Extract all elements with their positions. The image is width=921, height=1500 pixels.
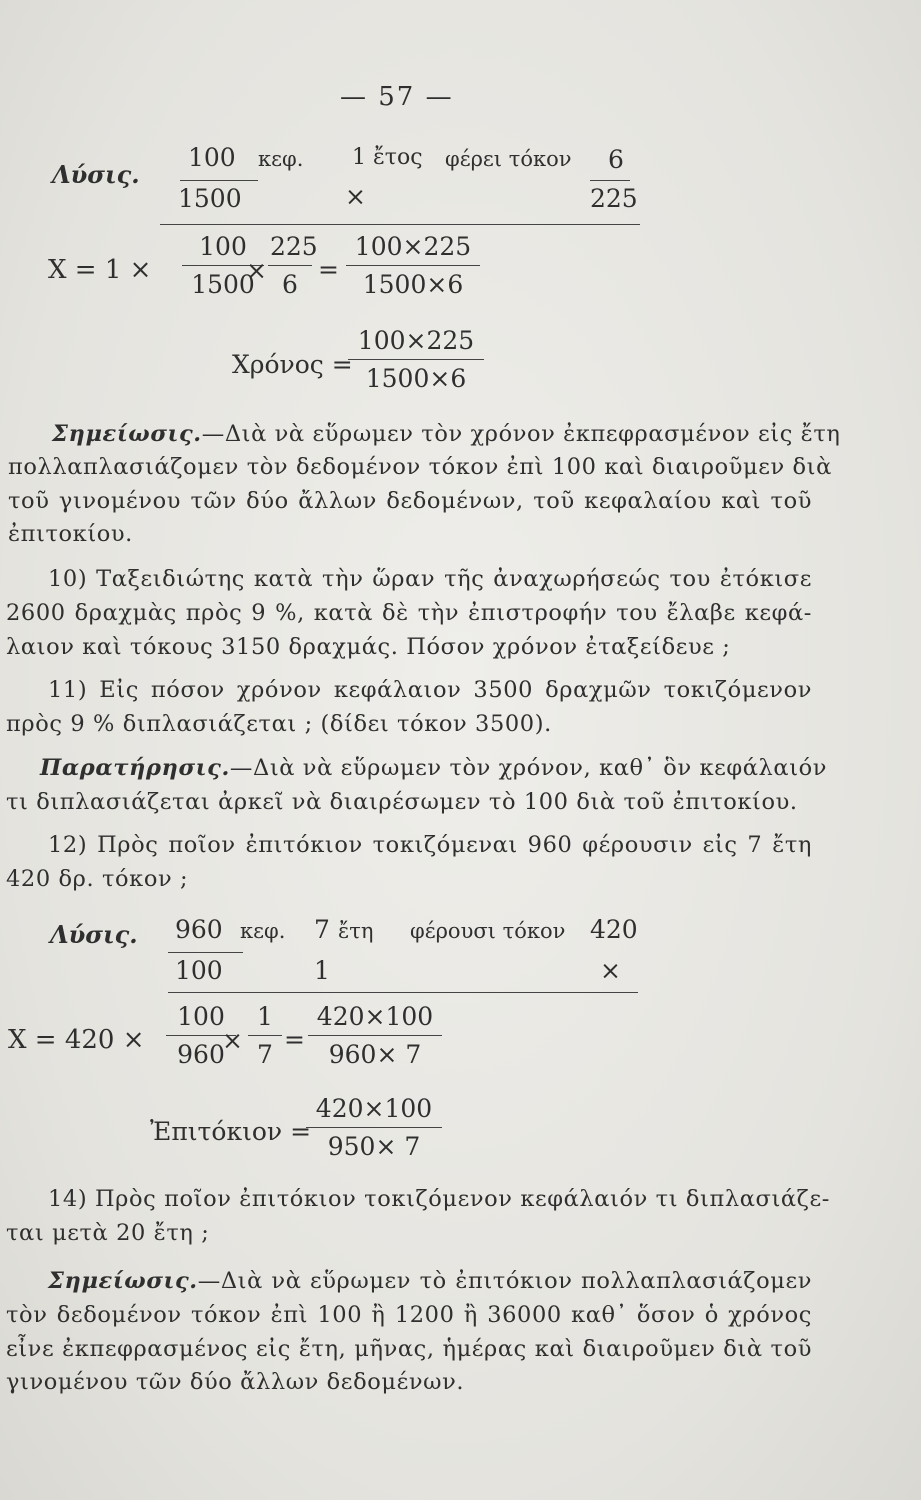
s1-r1-interest: 6: [608, 145, 624, 174]
s2-r2-years: 1: [314, 956, 330, 985]
p14-line-1: ται μετὰ 20 ἔτη ;: [6, 1220, 210, 1246]
s2-r1-years: ἔτη: [338, 919, 374, 943]
note1-title: Σημείωσις.: [52, 421, 202, 447]
s1-frac4-num: 100×225: [357, 326, 475, 355]
problem-11-first: [48, 674, 812, 708]
s1-frac3-num: 100×225: [354, 232, 472, 261]
problem-12-first: [48, 829, 812, 863]
problem-14-first: [48, 1183, 830, 1217]
s2-r1-years-num: 7: [314, 915, 330, 944]
s2-r1-yields: φέρουσι τόκον: [410, 919, 566, 943]
s2-r1-kef: κεφ.: [240, 919, 286, 943]
s2-rate-label: Ἐπιτόκιον =: [150, 1117, 312, 1146]
s1-r1-underline: [180, 180, 258, 181]
note2-line-1: τὸν δεδομένον τόκον ἐπὶ 100 ἢ 1200 ἢ 36000 καθ᾽ ὅσον ὁ χρόνος: [6, 1302, 812, 1328]
observation-paragraph: [40, 752, 828, 786]
problem-10-body: [6, 597, 812, 664]
note1-body: [8, 451, 832, 552]
problem-10-first: [48, 563, 812, 597]
note2-body: [6, 1299, 812, 1400]
p10-line-2: λαιον καὶ τόκους 3150 δραχμάς. Πόσον χρόνον ἐταξείδευε ;: [6, 633, 731, 660]
note2-line-2: εἶνε ἐκπεφρασμένος εἰς ἔτη, μῆνας, ἡμέρας καὶ διαιροῦμεν διὰ τοῦ: [6, 1335, 812, 1362]
p12-line-0: 12) Πρὸς ποῖον ἐπιτόκιον τοκιζόμεναι 960 φέρουσιν εἰς 7 ἔτη: [48, 832, 812, 858]
s2-eq1: =: [284, 1025, 305, 1054]
s1-x-lhs: X = 1 ×: [48, 255, 152, 285]
s2-frac4-den: 950× 7: [327, 1132, 421, 1161]
note2-paragraph: [48, 1265, 812, 1299]
note2-line-3: γινομένου τῶν δύο ἄλλων δεδομένων.: [6, 1369, 465, 1395]
s1-frac2: [270, 232, 318, 299]
s1-r1-year: 1 ἔτος: [352, 145, 423, 170]
s1-r1-yields: φέρει τόκον: [445, 147, 572, 171]
s1-times1: ×: [246, 256, 267, 285]
s2-frac3: [310, 1002, 440, 1069]
problem-11-body: [6, 708, 812, 742]
s1-separator: [160, 224, 640, 225]
s1-frac4: [350, 326, 482, 393]
note2-line-0: —Διὰ νὰ εὕρωμεν τὸ ἐπιτόκιον πολλαπλασιάζομεν: [197, 1268, 812, 1294]
s1-frac4-den: 1500×6: [365, 364, 467, 393]
s2-frac4: [308, 1094, 440, 1161]
s2-r1-interest: 420: [590, 915, 638, 944]
s1-r2-capital: 1500: [178, 184, 242, 213]
s1-frac3-den: 1500×6: [362, 270, 464, 299]
problem-14-body: [6, 1217, 812, 1251]
s2-frac2: [250, 1002, 280, 1069]
s1-r1-underline-right: [590, 180, 630, 181]
s2-frac4-num: 420×100: [315, 1094, 433, 1123]
note1-paragraph: [52, 418, 841, 452]
s2-frac3-den: 960× 7: [328, 1040, 422, 1069]
s2-r2-times: ×: [600, 956, 621, 985]
s1-frac1-num: 100: [199, 232, 247, 261]
s2-r1-underline: [168, 952, 243, 953]
p14-line-0: 14) Πρὸς ποῖον ἐπιτόκιον τοκιζόμενον κεφάλαιόν τι διπλασιάζε-: [48, 1186, 830, 1212]
p12-line-1: 420 δρ. τόκον ;: [6, 866, 189, 892]
s2-frac2-num: 1: [257, 1002, 273, 1031]
s1-frac2-num: 225: [270, 232, 318, 261]
obs-title: Παρατήρησις.: [40, 755, 230, 781]
s2-times1: ×: [222, 1026, 243, 1055]
page-number: — 57 —: [340, 82, 454, 112]
p10-line-0: 10) Ταξειδιώτης κατὰ τὴν ὥραν τῆς ἀναχωρήσεώς του ἐτόκισε: [48, 566, 812, 592]
s1-r1-kef: κεφ.: [258, 147, 304, 171]
solution2-label: Λύσις.: [50, 920, 138, 949]
p11-line-1: πρὸς 9 % διπλασιάζεται ; (δίδει τόκον 3500).: [6, 711, 552, 737]
problem-12-body: [6, 863, 812, 897]
p11-line-0: 11) Εἰς πόσον χρόνον κεφάλαιον 3500 δραχμῶν τοκιζόμενον: [48, 677, 812, 703]
obs-line-0: —Διὰ νὰ εὕρωμεν τὸν χρόνον, καθ᾽ ὃν κεφάλαιόν: [229, 755, 828, 781]
obs-line-1: τι διπλασιάζεται ἀρκεῖ νὰ διαιρέσωμεν τὸ 100 διὰ τοῦ ἐπιτοκίου.: [6, 789, 798, 815]
s1-r2-interest: 225: [590, 184, 638, 213]
s2-frac3-num: 420×100: [316, 1002, 434, 1031]
note2-title: Σημείωσις.: [48, 1268, 198, 1294]
s2-frac1-num: 100: [177, 1002, 225, 1031]
note1-line-1: πολλαπλασιάζομεν τὸν δεδομένον τόκον ἐπὶ 100 καὶ διαιροῦμεν διὰ: [8, 454, 832, 480]
note1-line-2: τοῦ γινομένου τῶν δύο ἄλλων δεδομένων, τοῦ κεφαλαίου καὶ τοῦ: [8, 487, 812, 514]
s1-frac1-den: 1500: [191, 270, 255, 299]
p10-line-1: 2600 δραχμὰς πρὸς 9 %, κατὰ δὲ τὴν ἐπιστροφήν του ἔλαβε κεφά-: [6, 600, 812, 626]
s2-frac1-den: 960: [177, 1040, 225, 1069]
solution-label: Λύσις.: [52, 160, 140, 189]
s1-chronos-label: Χρόνος =: [232, 350, 353, 379]
s1-r2-times: ×: [345, 182, 366, 211]
s2-r1-capital: 960: [175, 915, 223, 944]
note1-line-0: —Διὰ νὰ εὕρωμεν τὸν χρόνον ἐκπεφρασμένον εἰς ἔτη: [201, 421, 841, 447]
s1-frac2-den: 6: [282, 270, 298, 299]
observation-body: [6, 786, 812, 820]
s2-frac2-den: 7: [257, 1040, 273, 1069]
note1-line-3: ἐπιτοκίου.: [8, 521, 133, 547]
s1-eq1: =: [318, 255, 339, 284]
s2-separator: [168, 992, 638, 993]
s2-x-lhs: X = 420 ×: [8, 1025, 145, 1055]
s2-r2-capital: 100: [175, 956, 223, 985]
s1-frac3: [348, 232, 478, 299]
s1-r1-capital: 100: [188, 143, 236, 172]
